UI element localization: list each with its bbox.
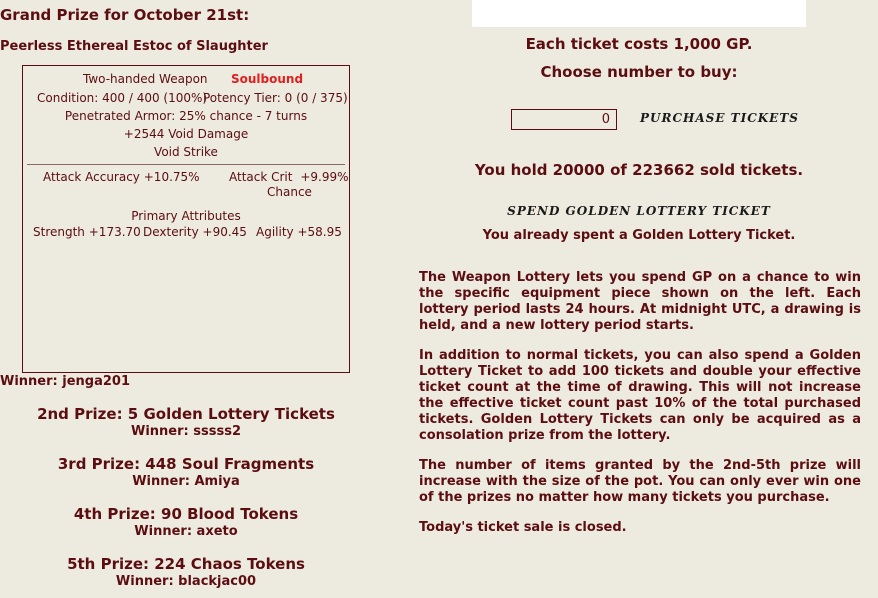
prize-4 bbox=[0, 505, 372, 539]
prize-title: 3rd Prize: 448 Soul Fragments bbox=[57, 455, 315, 473]
choose-number-label: Choose number to buy: bbox=[540, 63, 738, 81]
golden-ticket-status: You already spent a Golden Lottery Ticket. bbox=[482, 228, 796, 243]
attack-crit-label: Attack Crit bbox=[229, 170, 293, 184]
info-paragraph-3: The number of items granted by the 2nd-5th prize will increase with the size of the pot. You can only ever win one of the prizes no matter how many tickets you purchase. bbox=[419, 458, 861, 505]
dexterity-stat bbox=[143, 225, 247, 239]
prize-winner: Winner: blackjac00 bbox=[115, 574, 257, 589]
prize-winner: Winner: axeto bbox=[134, 524, 238, 539]
prize-2 bbox=[0, 405, 372, 439]
spend-golden-ticket-button[interactable]: SPEND GOLDEN LOTTERY TICKET bbox=[507, 204, 771, 218]
item-void-strike: Void Strike bbox=[154, 145, 218, 159]
dexterity-value: +90.45 bbox=[202, 225, 247, 239]
dexterity-label: Dexterity bbox=[143, 225, 199, 239]
item-stats-box bbox=[22, 65, 350, 373]
agility-stat bbox=[256, 225, 342, 239]
item-condition: Condition: 400 / 400 (100%) bbox=[37, 91, 208, 105]
item-name: Peerless Ethereal Estoc of Slaughter bbox=[0, 39, 268, 54]
grand-prize-winner: Winner: jenga201 bbox=[0, 374, 130, 389]
sale-closed-notice: Today's ticket sale is closed. bbox=[419, 520, 627, 535]
prize-winner: Winner: sssss2 bbox=[131, 424, 241, 439]
prize-5 bbox=[0, 555, 372, 589]
info-paragraph-2: In addition to normal tickets, you can also spend a Golden Lottery Ticket to add 100 tickets and double your effective ticket count at the time of drawing. This will not increase the effective ticket count past 10% of the total purchased tickets. Golden Lottery Tickets can only be acquired as a consolation prize from the lottery. bbox=[419, 348, 861, 443]
info-paragraph-1: The Weapon Lottery lets you spend GP on a chance to win the specific equipment piece shown on the left. Each lottery period lasts 24 hours. At midnight UTC, a drawing is held, and a new lottery period starts. bbox=[419, 270, 861, 333]
stats-divider bbox=[27, 164, 345, 165]
agility-value: +58.95 bbox=[297, 225, 342, 239]
grand-prize-title: Grand Prize for October 21st: bbox=[0, 6, 250, 24]
attack-crit-stat bbox=[229, 170, 349, 184]
attack-crit-label-2: Chance bbox=[267, 185, 312, 199]
tickets-held: You hold 20000 of 223662 sold tickets. bbox=[474, 161, 804, 179]
purchase-tickets-button[interactable]: PURCHASE TICKETS bbox=[640, 111, 799, 125]
top-banner bbox=[472, 0, 806, 27]
attack-crit-value: +9.99% bbox=[300, 170, 349, 184]
prize-3 bbox=[0, 455, 372, 489]
strength-label: Strength bbox=[33, 225, 85, 239]
soulbound-label: Soulbound bbox=[231, 72, 304, 86]
item-potency: Potency Tier: 0 (0 / 375) bbox=[203, 91, 348, 105]
attack-accuracy-stat bbox=[43, 170, 200, 184]
attack-accuracy-label: Attack Accuracy bbox=[43, 170, 140, 184]
agility-label: Agility bbox=[256, 225, 294, 239]
primary-attributes-header: Primary Attributes bbox=[131, 209, 241, 223]
ticket-cost: Each ticket costs 1,000 GP. bbox=[525, 35, 753, 53]
item-penetrated-armor: Penetrated Armor: 25% chance - 7 turns bbox=[64, 109, 308, 123]
attack-accuracy-value: +10.75% bbox=[143, 170, 200, 184]
prize-winner: Winner: Amiya bbox=[132, 474, 240, 489]
strength-value: +173.70 bbox=[88, 225, 141, 239]
prize-title: 2nd Prize: 5 Golden Lottery Tickets bbox=[37, 405, 335, 423]
prize-title: 4th Prize: 90 Blood Tokens bbox=[73, 505, 299, 523]
prize-title: 5th Prize: 224 Chaos Tokens bbox=[67, 555, 305, 573]
item-type: Two-handed Weapon bbox=[83, 72, 208, 86]
strength-stat bbox=[33, 225, 141, 239]
ticket-quantity-input[interactable]: 0 bbox=[511, 109, 617, 130]
item-void-damage: +2544 Void Damage bbox=[123, 127, 249, 141]
